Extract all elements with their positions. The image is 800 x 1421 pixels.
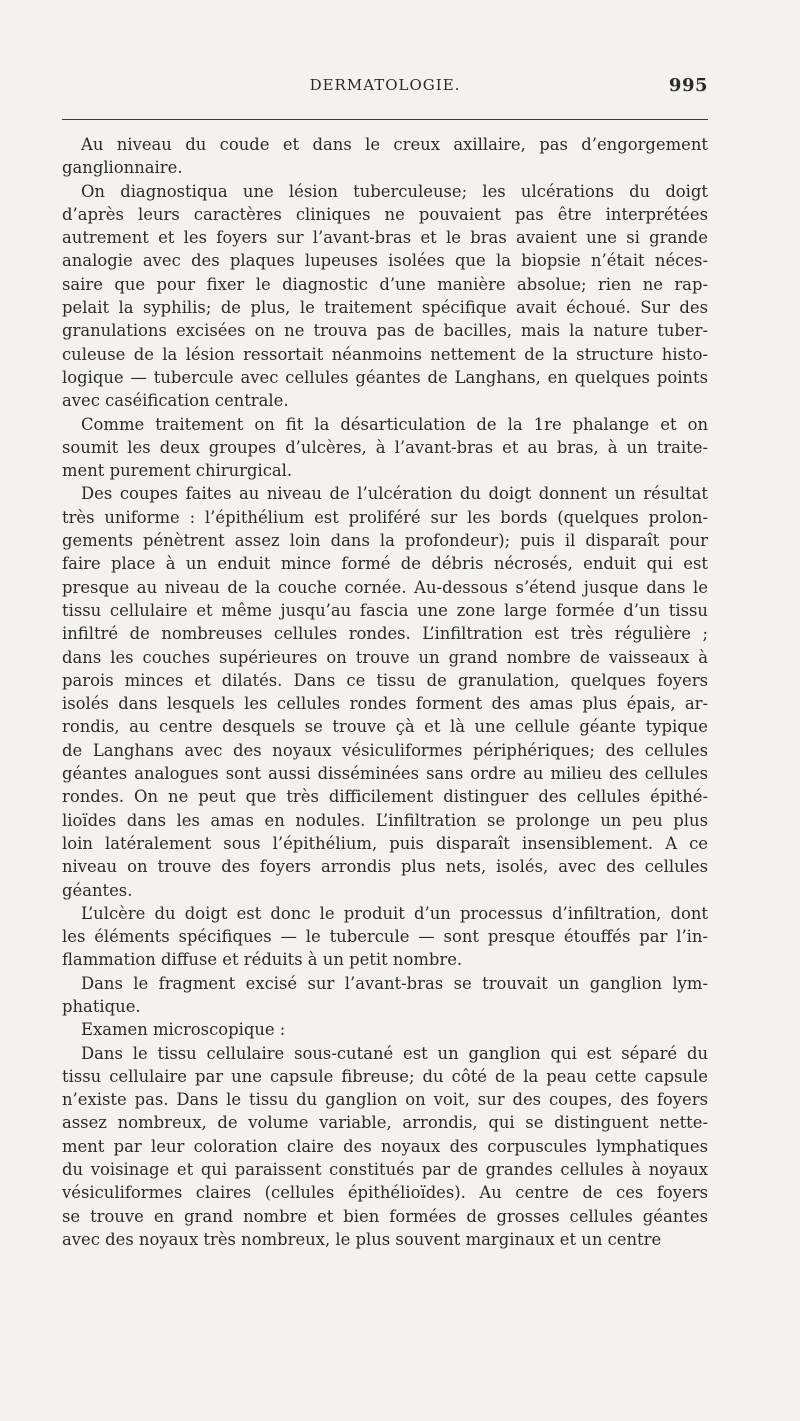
text-line: soumit les deux groupes d’ulcères, à l’avant-bras et au bras, à un traite- [62,437,708,457]
text-line: presque au niveau de la couche cornée. Au-dessous s’étend jusque dans le [62,577,708,597]
body-text [62,133,708,1251]
text-line: Dans le tissu cellulaire sous-cutané est un ganglion qui est séparé du [81,1043,708,1063]
text-line: Dans le fragment excisé sur l’avant-bras se trouvait un ganglion lym- [81,973,708,993]
text-line: assez nombreux, de volume variable, arrondis, qui se distinguent nette- [62,1113,708,1133]
text-line: ganglionnaire. [62,158,183,178]
running-title: DERMATOLOGIE. [309,76,461,94]
text-line: géantes analogues sont aussi disséminées sans ordre au milieu des cellules [62,764,708,784]
text-line: faire place à un enduit mince formé de débris nécrosés, enduit qui est [62,554,708,574]
text-line: rondis, au centre desquels se trouve çà et là une cellule géante typique [62,717,708,737]
text-line: géantes. [62,880,133,900]
text-line: pelait la syphilis; de plus, le traitement spécifique avait échoué. Sur des [62,298,708,318]
text-line: isolés dans lesquels les cellules rondes forment des amas plus épais, ar- [62,694,708,714]
text-line: se trouve en grand nombre et bien formées de grosses cellules géantes [62,1206,708,1226]
text-line: avec caséification centrale. [62,391,289,411]
text-line: parois minces et dilatés. Dans ce tissu de granulation, quelques foyers [62,670,708,690]
text-line: de Langhans avec des noyaux vésiculiformes périphériques; des cellules [62,740,708,760]
text-line: du voisinage et qui paraissent constitués par de grandes cellules à noyaux [62,1160,708,1180]
text-line: lioïdes dans les amas en nodules. L’infiltration se prolonge un peu plus [62,810,708,830]
text-line: Examen microscopique : [81,1020,286,1040]
text-line: d’après leurs caractères cliniques ne pouvaient pas être interprétées [62,204,708,224]
text-line: n’existe pas. Dans le tissu du ganglion on voit, sur des coupes, des foyers [62,1090,708,1110]
text-line: granulations excisées on ne trouva pas de bacilles, mais la nature tuber- [62,321,708,341]
text-line: On diagnostiqua une lésion tuberculeuse; les ulcérations du doigt [81,181,708,201]
text-line: tissu cellulaire et même jusqu’au fascia une zone large formée d’un tissu [62,600,708,620]
text-line: tissu cellulaire par une capsule fibreuse; du côté de la peau cette capsule [62,1066,708,1086]
text-line: avec des noyaux très nombreux, le plus souvent marginaux et un centre [62,1229,662,1249]
text-line: gements pénètrent assez loin dans la profondeur); puis il disparaît pour [62,531,708,551]
text-line: Des coupes faites au niveau de l’ulcération du doigt donnent un résultat [81,484,708,504]
text-line: très uniforme : l’épithélium est proliféré sur les bords (quelques prolon- [62,507,708,527]
paragraph [62,1042,708,1252]
text-line: saire que pour fixer le diagnostic d’une manière absolue; rien ne rap- [62,274,708,294]
paragraph [62,972,708,1019]
text-line: ment par leur coloration claire des noyaux des corpuscules lymphatiques [62,1136,708,1156]
paragraph [62,482,708,901]
text-line: phatique. [62,996,141,1016]
text-line: logique — tubercule avec cellules géantes de Langhans, en quelques points [62,367,708,387]
paragraph [62,133,708,180]
paragraph [62,180,708,413]
text-line: infiltré de nombreuses cellules rondes. L’infiltration est très régulière ; [62,624,708,644]
text-line: ment purement chirurgical. [62,461,293,481]
page-header [62,76,708,102]
text-line: dans les couches supérieures on trouve un grand nombre de vaisseaux à [62,647,708,667]
text-line: autrement et les foyers sur l’avant-bras et le bras avaient une si grande [62,228,708,248]
paragraph [62,413,708,483]
text-line: les éléments spécifiques — le tubercule — sont presque étouffés par l’in- [62,927,708,947]
paragraph [62,1018,708,1041]
text-line: rondes. On ne peut que très difficilement distinguer des cellules épithé- [62,787,708,807]
text-line: culeuse de la lésion ressortait néanmoins nettement de la structure histo- [62,344,708,364]
text-line: Comme traitement on fit la désarticulation de la 1re phalange et on [81,414,708,434]
header-rule [62,119,708,120]
text-line: loin latéralement sous l’épithélium, puis disparaît insensiblement. A ce [62,833,708,853]
text-line: flammation diffuse et réduits à un petit nombre. [62,950,463,970]
text-line: Au niveau du coude et dans le creux axillaire, pas d’engorgement [81,135,708,154]
text-line: vésiculiformes claires (cellules épithélioïdes). Au centre de ces foyers [62,1183,708,1203]
text-line: L’ulcère du doigt est donc le produit d’un processus d’infiltration, dont [81,903,708,923]
text-line: niveau on trouve des foyers arrondis plus nets, isolés, avec des cellules [62,857,708,877]
text-line: analogie avec des plaques lupeuses isolées que la biopsie n’était néces- [62,251,708,271]
page-number: 995 [668,75,708,96]
paragraph [62,902,708,972]
